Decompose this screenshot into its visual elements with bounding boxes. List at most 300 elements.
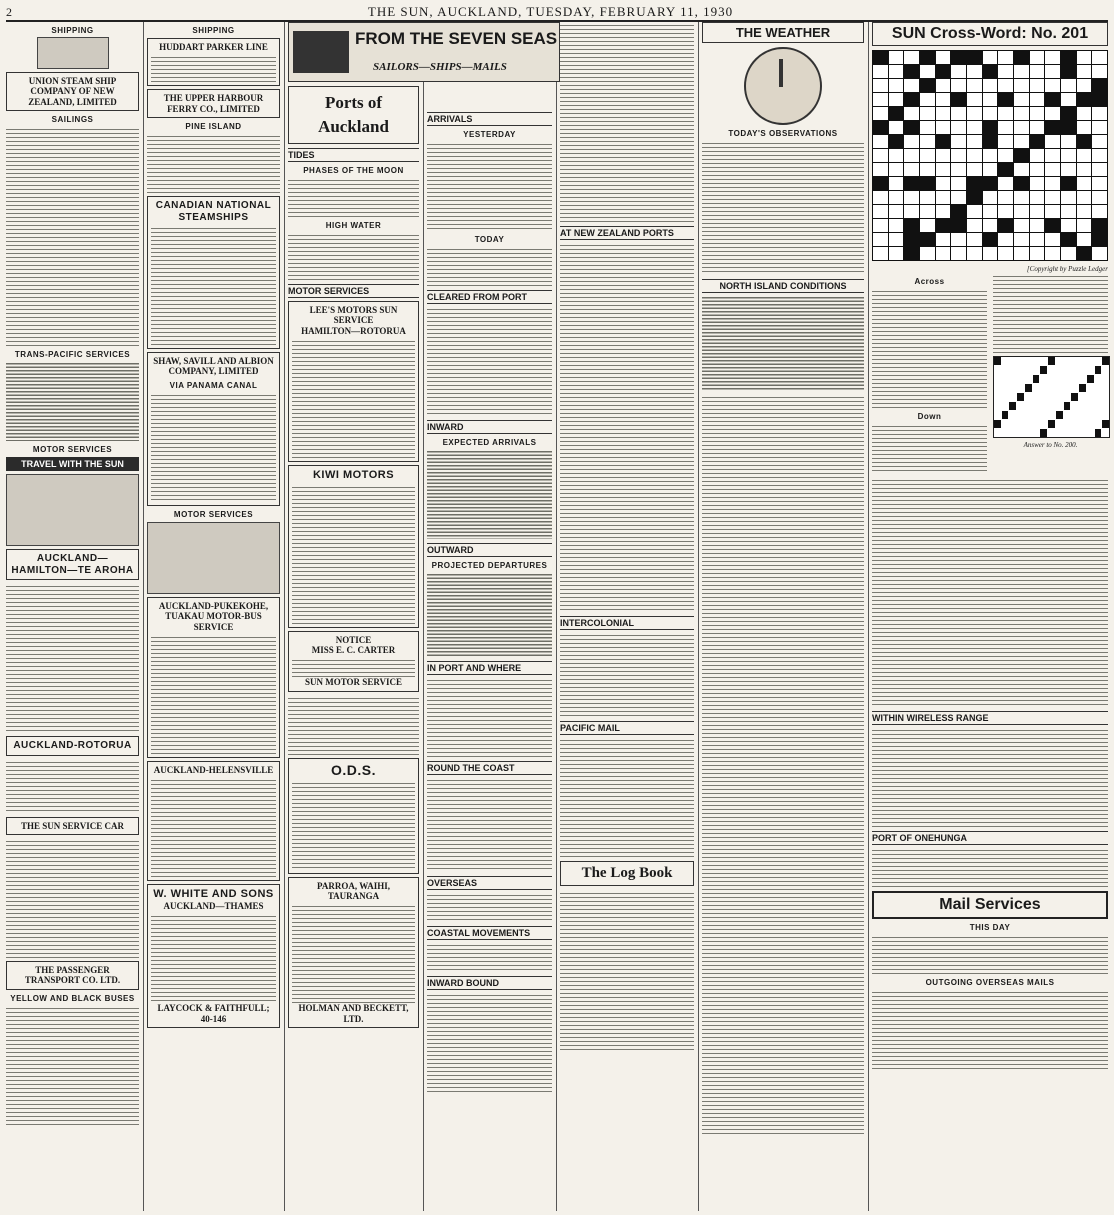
ship-icon xyxy=(293,31,349,73)
crossword-cell xyxy=(967,163,982,176)
crossword-cell xyxy=(983,107,998,120)
crossword-cell xyxy=(889,107,904,120)
crossword-cell xyxy=(936,219,951,232)
crossword-cell xyxy=(1061,79,1076,92)
crossword-cell xyxy=(1030,205,1045,218)
crossword-cell xyxy=(998,135,1013,148)
crossword-cell xyxy=(1077,79,1092,92)
crossword-cell xyxy=(936,135,951,148)
crossword-cell xyxy=(1030,51,1045,64)
crossword-cell xyxy=(983,177,998,190)
crossword-cell xyxy=(998,149,1013,162)
crossword-cell xyxy=(951,149,966,162)
crossword-cell xyxy=(1092,51,1107,64)
crossword-cell xyxy=(936,177,951,190)
section-shipping: SHIPPING xyxy=(51,26,94,35)
crossword-cell xyxy=(998,65,1013,78)
answer-cell xyxy=(1017,366,1024,374)
answer-cell xyxy=(1033,366,1040,374)
crossword-cell xyxy=(1092,65,1107,78)
crossword-cell xyxy=(951,191,966,204)
crossword-cell xyxy=(936,163,951,176)
answer-cell xyxy=(1071,402,1078,410)
crossword-cell xyxy=(951,219,966,232)
answer-cell xyxy=(1102,402,1109,410)
crossword-cell xyxy=(873,135,888,148)
answer-cell xyxy=(1009,366,1016,374)
crossword-cell xyxy=(936,205,951,218)
crossword-cell xyxy=(936,121,951,134)
answer-cell xyxy=(1040,393,1047,401)
crossword-cell xyxy=(936,191,951,204)
crossword-cell xyxy=(873,247,888,260)
crossword-cell xyxy=(983,163,998,176)
crossword-cell xyxy=(1030,149,1045,162)
crossword-cell xyxy=(1030,219,1045,232)
crossword-cell xyxy=(1061,121,1076,134)
crossword-cell xyxy=(1045,93,1060,106)
answer-cell xyxy=(1025,429,1032,437)
crossword-cell xyxy=(1061,233,1076,246)
answer-cell xyxy=(1025,402,1032,410)
answer-cell xyxy=(1087,420,1094,428)
crossword-cell xyxy=(998,163,1013,176)
crossword-cell xyxy=(1045,177,1060,190)
answer-cell xyxy=(1002,357,1009,365)
crossword-cell xyxy=(1014,93,1029,106)
motor-bus-illustration xyxy=(147,522,280,594)
answer-cell xyxy=(1048,420,1055,428)
crossword-cell xyxy=(889,135,904,148)
crossword-cell xyxy=(1045,135,1060,148)
crossword-cell xyxy=(873,93,888,106)
crossword-cell xyxy=(1092,219,1107,232)
crossword-cell xyxy=(1030,163,1045,176)
crossword-cell xyxy=(920,163,935,176)
answer-cell xyxy=(1087,366,1094,374)
crossword-cell xyxy=(936,149,951,162)
answer-cell xyxy=(1087,393,1094,401)
answer-cell xyxy=(994,429,1001,437)
crossword-cell xyxy=(1014,191,1029,204)
crossword-cell xyxy=(1077,65,1092,78)
answer-cell xyxy=(1048,384,1055,392)
answer-cell xyxy=(1079,357,1086,365)
answer-cell xyxy=(1079,375,1086,383)
crossword-cell xyxy=(1077,51,1092,64)
crossword-cell xyxy=(920,65,935,78)
crossword-cell xyxy=(920,51,935,64)
crossword-cell xyxy=(951,135,966,148)
answer-cell xyxy=(1048,357,1055,365)
masthead xyxy=(6,4,1108,22)
crossword-cell xyxy=(1061,149,1076,162)
crossword-cell xyxy=(967,121,982,134)
crossword-cell xyxy=(983,247,998,260)
travel-banner: TRAVEL WITH THE SUN xyxy=(6,457,139,471)
crossword-cell xyxy=(983,79,998,92)
answer-cell xyxy=(1064,429,1071,437)
crossword-cell xyxy=(920,107,935,120)
crossword-cell xyxy=(889,149,904,162)
answer-cell xyxy=(1017,402,1024,410)
answer-cell xyxy=(1040,411,1047,419)
crossword-cell xyxy=(889,163,904,176)
crossword-cell xyxy=(998,79,1013,92)
answer-cell xyxy=(1040,420,1047,428)
answer-cell xyxy=(1087,375,1094,383)
crossword-cell xyxy=(904,121,919,134)
crossword-cell xyxy=(936,93,951,106)
crossword-cell xyxy=(967,219,982,232)
answer-cell xyxy=(1079,429,1086,437)
answer-cell xyxy=(1009,420,1016,428)
answer-cell xyxy=(1102,375,1109,383)
crossword-cell xyxy=(904,93,919,106)
crossword-cell xyxy=(920,247,935,260)
crossword-cell xyxy=(889,191,904,204)
crossword-cell xyxy=(873,191,888,204)
crossword-cell xyxy=(936,247,951,260)
crossword-cell xyxy=(1077,93,1092,106)
crossword-cell xyxy=(1014,121,1029,134)
answer-cell xyxy=(1040,384,1047,392)
crossword-cell xyxy=(1077,107,1092,120)
crossword-cell xyxy=(1045,233,1060,246)
crossword-cell xyxy=(1030,93,1045,106)
crossword-cell xyxy=(1045,79,1060,92)
crossword-cell xyxy=(889,219,904,232)
answer-cell xyxy=(1056,357,1063,365)
answer-cell xyxy=(1087,384,1094,392)
answer-cell xyxy=(1033,375,1040,383)
crossword-cell xyxy=(951,121,966,134)
crossword-cell xyxy=(1014,107,1029,120)
crossword-cell xyxy=(1030,191,1045,204)
crossword-cell xyxy=(983,149,998,162)
crossword-cell xyxy=(1061,191,1076,204)
answer-cell xyxy=(1048,393,1055,401)
crossword-cell xyxy=(1030,135,1045,148)
seven-seas-banner: FROM THE SEVEN SEAS SAILORS—SHIPS—MAILS xyxy=(288,22,560,82)
crossword-cell xyxy=(873,79,888,92)
crossword-cell xyxy=(1061,247,1076,260)
answer-cell xyxy=(1048,375,1055,383)
column-crossword: SUN Cross-Word: No. 201 [Copyright by Puzzle Ledger Across Down Answer to No. 200. WITHIN WIRELESS RANGE PORT OF ONEHUNGA Mail Services THIS DAY OUTGOING OVERSEAS MAILS xyxy=(872,22,1108,1211)
answer-cell xyxy=(1025,375,1032,383)
answer-cell xyxy=(1071,420,1078,428)
answer-cell xyxy=(1087,402,1094,410)
answer-cell xyxy=(1102,420,1109,428)
crossword-cell xyxy=(1077,177,1092,190)
crossword-title: SUN Cross-Word: No. 201 xyxy=(872,22,1108,46)
answer-cell xyxy=(1095,366,1102,374)
answer-cell xyxy=(1064,411,1071,419)
crossword-cell xyxy=(873,149,888,162)
crossword-cell xyxy=(904,177,919,190)
answer-cell xyxy=(994,393,1001,401)
crossword-cell xyxy=(983,135,998,148)
answer-cell xyxy=(1040,366,1047,374)
answer-cell xyxy=(1087,429,1094,437)
crossword-cell xyxy=(1061,93,1076,106)
crossword-cell xyxy=(1092,107,1107,120)
crossword-cell xyxy=(1045,121,1060,134)
crossword-cell xyxy=(1092,93,1107,106)
crossword-cell xyxy=(904,51,919,64)
crossword-cell xyxy=(936,65,951,78)
crossword-cell xyxy=(967,135,982,148)
crossword-cell xyxy=(873,219,888,232)
barometer-icon xyxy=(744,47,822,125)
crossword-cell xyxy=(1061,65,1076,78)
crossword-grid xyxy=(872,50,1108,261)
answer-cell xyxy=(994,357,1001,365)
crossword-cell xyxy=(1092,205,1107,218)
crossword-cell xyxy=(904,65,919,78)
answer-cell xyxy=(1017,393,1024,401)
answer-cell xyxy=(1009,429,1016,437)
answer-cell xyxy=(1087,357,1094,365)
answer-cell xyxy=(1017,429,1024,437)
crossword-cell xyxy=(1030,107,1045,120)
answer-cell xyxy=(1102,366,1109,374)
answer-cell xyxy=(1025,384,1032,392)
answer-cell xyxy=(1079,402,1086,410)
crossword-cell xyxy=(967,191,982,204)
crossword-cell xyxy=(951,247,966,260)
crossword-cell xyxy=(1061,205,1076,218)
crossword-cell xyxy=(1030,65,1045,78)
answer-cell xyxy=(1048,366,1055,374)
crossword-cell xyxy=(873,163,888,176)
crossword-cell xyxy=(967,93,982,106)
answer-cell xyxy=(1025,366,1032,374)
answer-cell xyxy=(1064,402,1071,410)
crossword-cell xyxy=(951,79,966,92)
crossword-cell xyxy=(1077,135,1092,148)
crossword-cell xyxy=(1014,79,1029,92)
answer-cell xyxy=(1095,384,1102,392)
answer-cell xyxy=(1064,357,1071,365)
column-shipping-1: SHIPPING UNION STEAM SHIP COMPANY OF NEW ZEALAND, LIMITED SAILINGS TRANS-PACIFIC SERVICES MOTOR SERVICES TRAVEL WITH THE SUN AUCKLAND—HAMILTON—TE AROHA AUCKLAND-ROTORUA THE SUN SERVICE CAR THE PASSENGER TRANSPORT CO. LTD. YELLOW AND BLACK BUSES xyxy=(6,22,139,1211)
crossword-cell xyxy=(920,205,935,218)
crossword-cell xyxy=(1092,121,1107,134)
crossword-cell xyxy=(1061,135,1076,148)
crossword-cell xyxy=(1061,107,1076,120)
column-seven-seas: FROM THE SEVEN SEAS SAILORS—SHIPS—MAILS Ports of Auckland TIDES PHASES OF THE MOON HIGH WATER MOTOR SERVICES LEE'S MOTORS SUN SERVICE HAMILTON—ROTORUA KIWI MOTORS NOTICE MISS E. C. CARTER SUN MOTOR SERVICE O.D.S. PARROA, WAIHI, TAURANGA HOLMAN AND BECKETT, LTD. xyxy=(288,22,419,1211)
answer-cell xyxy=(1033,357,1040,365)
crossword-cell xyxy=(1061,51,1076,64)
crossword-cell xyxy=(951,163,966,176)
crossword-cell xyxy=(983,51,998,64)
crossword-cell xyxy=(1014,163,1029,176)
crossword-cell xyxy=(889,51,904,64)
answer-cell xyxy=(1033,420,1040,428)
answer-cell xyxy=(1079,393,1086,401)
answer-cell xyxy=(994,384,1001,392)
crossword-cell xyxy=(1077,191,1092,204)
crossword-cell xyxy=(967,205,982,218)
answer-cell xyxy=(1002,393,1009,401)
crossword-cell xyxy=(920,121,935,134)
answer-cell xyxy=(1064,393,1071,401)
crossword-cell xyxy=(998,205,1013,218)
crossword-cell xyxy=(1061,219,1076,232)
ports-of-auckland-heading: Ports of Auckland xyxy=(288,86,419,144)
answer-cell xyxy=(1009,393,1016,401)
crossword-cell xyxy=(1092,135,1107,148)
answer-cell xyxy=(994,366,1001,374)
crossword-cell xyxy=(904,107,919,120)
answer-cell xyxy=(1095,411,1102,419)
crossword-cell xyxy=(1077,219,1092,232)
answer-cell xyxy=(1009,402,1016,410)
page-number: 2 xyxy=(6,5,13,19)
crossword-cell xyxy=(998,51,1013,64)
answer-cell xyxy=(1064,384,1071,392)
crossword-cell xyxy=(920,79,935,92)
crossword-cell xyxy=(889,65,904,78)
answer-cell xyxy=(1102,357,1109,365)
answer-cell xyxy=(994,420,1001,428)
crossword-cell xyxy=(951,177,966,190)
answer-cell xyxy=(1079,366,1086,374)
answer-cell xyxy=(1002,402,1009,410)
crossword-cell xyxy=(967,107,982,120)
answer-cell xyxy=(1040,429,1047,437)
answer-cell xyxy=(1056,429,1063,437)
answer-cell xyxy=(1002,384,1009,392)
crossword-cell xyxy=(1092,191,1107,204)
crossword-cell xyxy=(998,93,1013,106)
answer-cell xyxy=(1095,375,1102,383)
answer-cell xyxy=(1017,411,1024,419)
crossword-cell xyxy=(920,219,935,232)
crossword-cell xyxy=(873,233,888,246)
answer-cell xyxy=(1102,384,1109,392)
crossword-cell xyxy=(1030,121,1045,134)
answer-cell xyxy=(1009,375,1016,383)
crossword-cell xyxy=(936,51,951,64)
answer-cell xyxy=(1048,411,1055,419)
crossword-cell xyxy=(1077,233,1092,246)
union-company-ad: UNION STEAM SHIP COMPANY OF NEW ZEALAND, LIMITED xyxy=(6,72,139,111)
column-nz-ports: AT NEW ZEALAND PORTS INTERCOLONIAL PACIFIC MAIL The Log Book xyxy=(560,22,694,1211)
answer-cell xyxy=(994,402,1001,410)
crossword-cell xyxy=(951,51,966,64)
crossword-cell xyxy=(998,191,1013,204)
answer-cell xyxy=(1087,411,1094,419)
answer-cell xyxy=(1102,429,1109,437)
crossword-cell xyxy=(889,121,904,134)
answer-cell xyxy=(1095,357,1102,365)
crossword-cell xyxy=(951,205,966,218)
answer-cell xyxy=(1017,420,1024,428)
answer-cell xyxy=(1040,375,1047,383)
crossword-cell xyxy=(936,79,951,92)
answer-cell xyxy=(1025,420,1032,428)
crossword-cell xyxy=(1030,247,1045,260)
crossword-cell xyxy=(983,205,998,218)
answer-cell xyxy=(1033,429,1040,437)
crossword-cell xyxy=(873,121,888,134)
crossword-cell xyxy=(889,79,904,92)
answer-cell xyxy=(1056,366,1063,374)
answer-cell xyxy=(1033,393,1040,401)
answer-cell xyxy=(1033,384,1040,392)
crossword-cell xyxy=(1077,149,1092,162)
crossword-cell xyxy=(920,135,935,148)
crossword-cell xyxy=(998,219,1013,232)
crossword-cell xyxy=(1061,163,1076,176)
crossword-cell xyxy=(1092,79,1107,92)
crossword-cell xyxy=(1077,163,1092,176)
crossword-cell xyxy=(998,121,1013,134)
answer-cell xyxy=(1002,420,1009,428)
crossword-cell xyxy=(1045,219,1060,232)
answer-cell xyxy=(1102,393,1109,401)
crossword-cell xyxy=(967,65,982,78)
crossword-cell xyxy=(951,107,966,120)
crossword-cell xyxy=(967,149,982,162)
crossword-cell xyxy=(983,65,998,78)
answer-cell xyxy=(994,411,1001,419)
bus-illustration xyxy=(6,474,139,546)
crossword-cell xyxy=(904,163,919,176)
answer-cell xyxy=(1002,411,1009,419)
crossword-cell xyxy=(1045,247,1060,260)
crossword-cell xyxy=(920,191,935,204)
crossword-cell xyxy=(904,191,919,204)
answer-cell xyxy=(1095,393,1102,401)
crossword-cell xyxy=(951,65,966,78)
crossword-cell xyxy=(1045,51,1060,64)
answer-cell xyxy=(994,375,1001,383)
crossword-cell xyxy=(1077,121,1092,134)
answer-cell xyxy=(1071,384,1078,392)
answer-grid xyxy=(993,356,1110,438)
answer-cell xyxy=(1071,429,1078,437)
log-book-heading: The Log Book xyxy=(560,861,694,886)
crossword-cell xyxy=(920,149,935,162)
crossword-cell xyxy=(967,247,982,260)
column-shipping-2: SHIPPING HUDDART PARKER LINE THE UPPER HARBOUR FERRY CO., LIMITED PINE ISLAND CANADIAN NATIONAL STEAMSHIPS SHAW, SAVILL AND ALBION COMPANY, LIMITED VIA PANAMA CANAL MOTOR SERVICES AUCKLAND-PUKEKOHE, TUAKAU MOTOR-BUS SERVICE AUCKLAND-HELENSVILLE W. WHITE AND SONS AUCKLAND—THAMES LAYCOCK & FAITHFULL; 40-146 xyxy=(147,22,280,1211)
answer-cell xyxy=(1048,429,1055,437)
crossword-cell xyxy=(1045,191,1060,204)
crossword-cell xyxy=(904,247,919,260)
crossword-cell xyxy=(1030,79,1045,92)
answer-cell xyxy=(1048,402,1055,410)
crossword-cell xyxy=(1092,149,1107,162)
crossword-cell xyxy=(904,79,919,92)
crossword-cell xyxy=(983,191,998,204)
answer-cell xyxy=(1025,411,1032,419)
crossword-cell xyxy=(1030,177,1045,190)
answer-cell xyxy=(1071,357,1078,365)
crossword-cell xyxy=(1045,65,1060,78)
answer-cell xyxy=(1056,393,1063,401)
answer-cell xyxy=(1095,429,1102,437)
crossword-cell xyxy=(998,177,1013,190)
weather-heading: THE WEATHER xyxy=(702,22,864,43)
answer-cell xyxy=(1056,402,1063,410)
crossword-cell xyxy=(889,233,904,246)
answer-cell xyxy=(1017,375,1024,383)
crossword-cell xyxy=(873,51,888,64)
answer-cell xyxy=(1071,366,1078,374)
crossword-cell xyxy=(1014,65,1029,78)
